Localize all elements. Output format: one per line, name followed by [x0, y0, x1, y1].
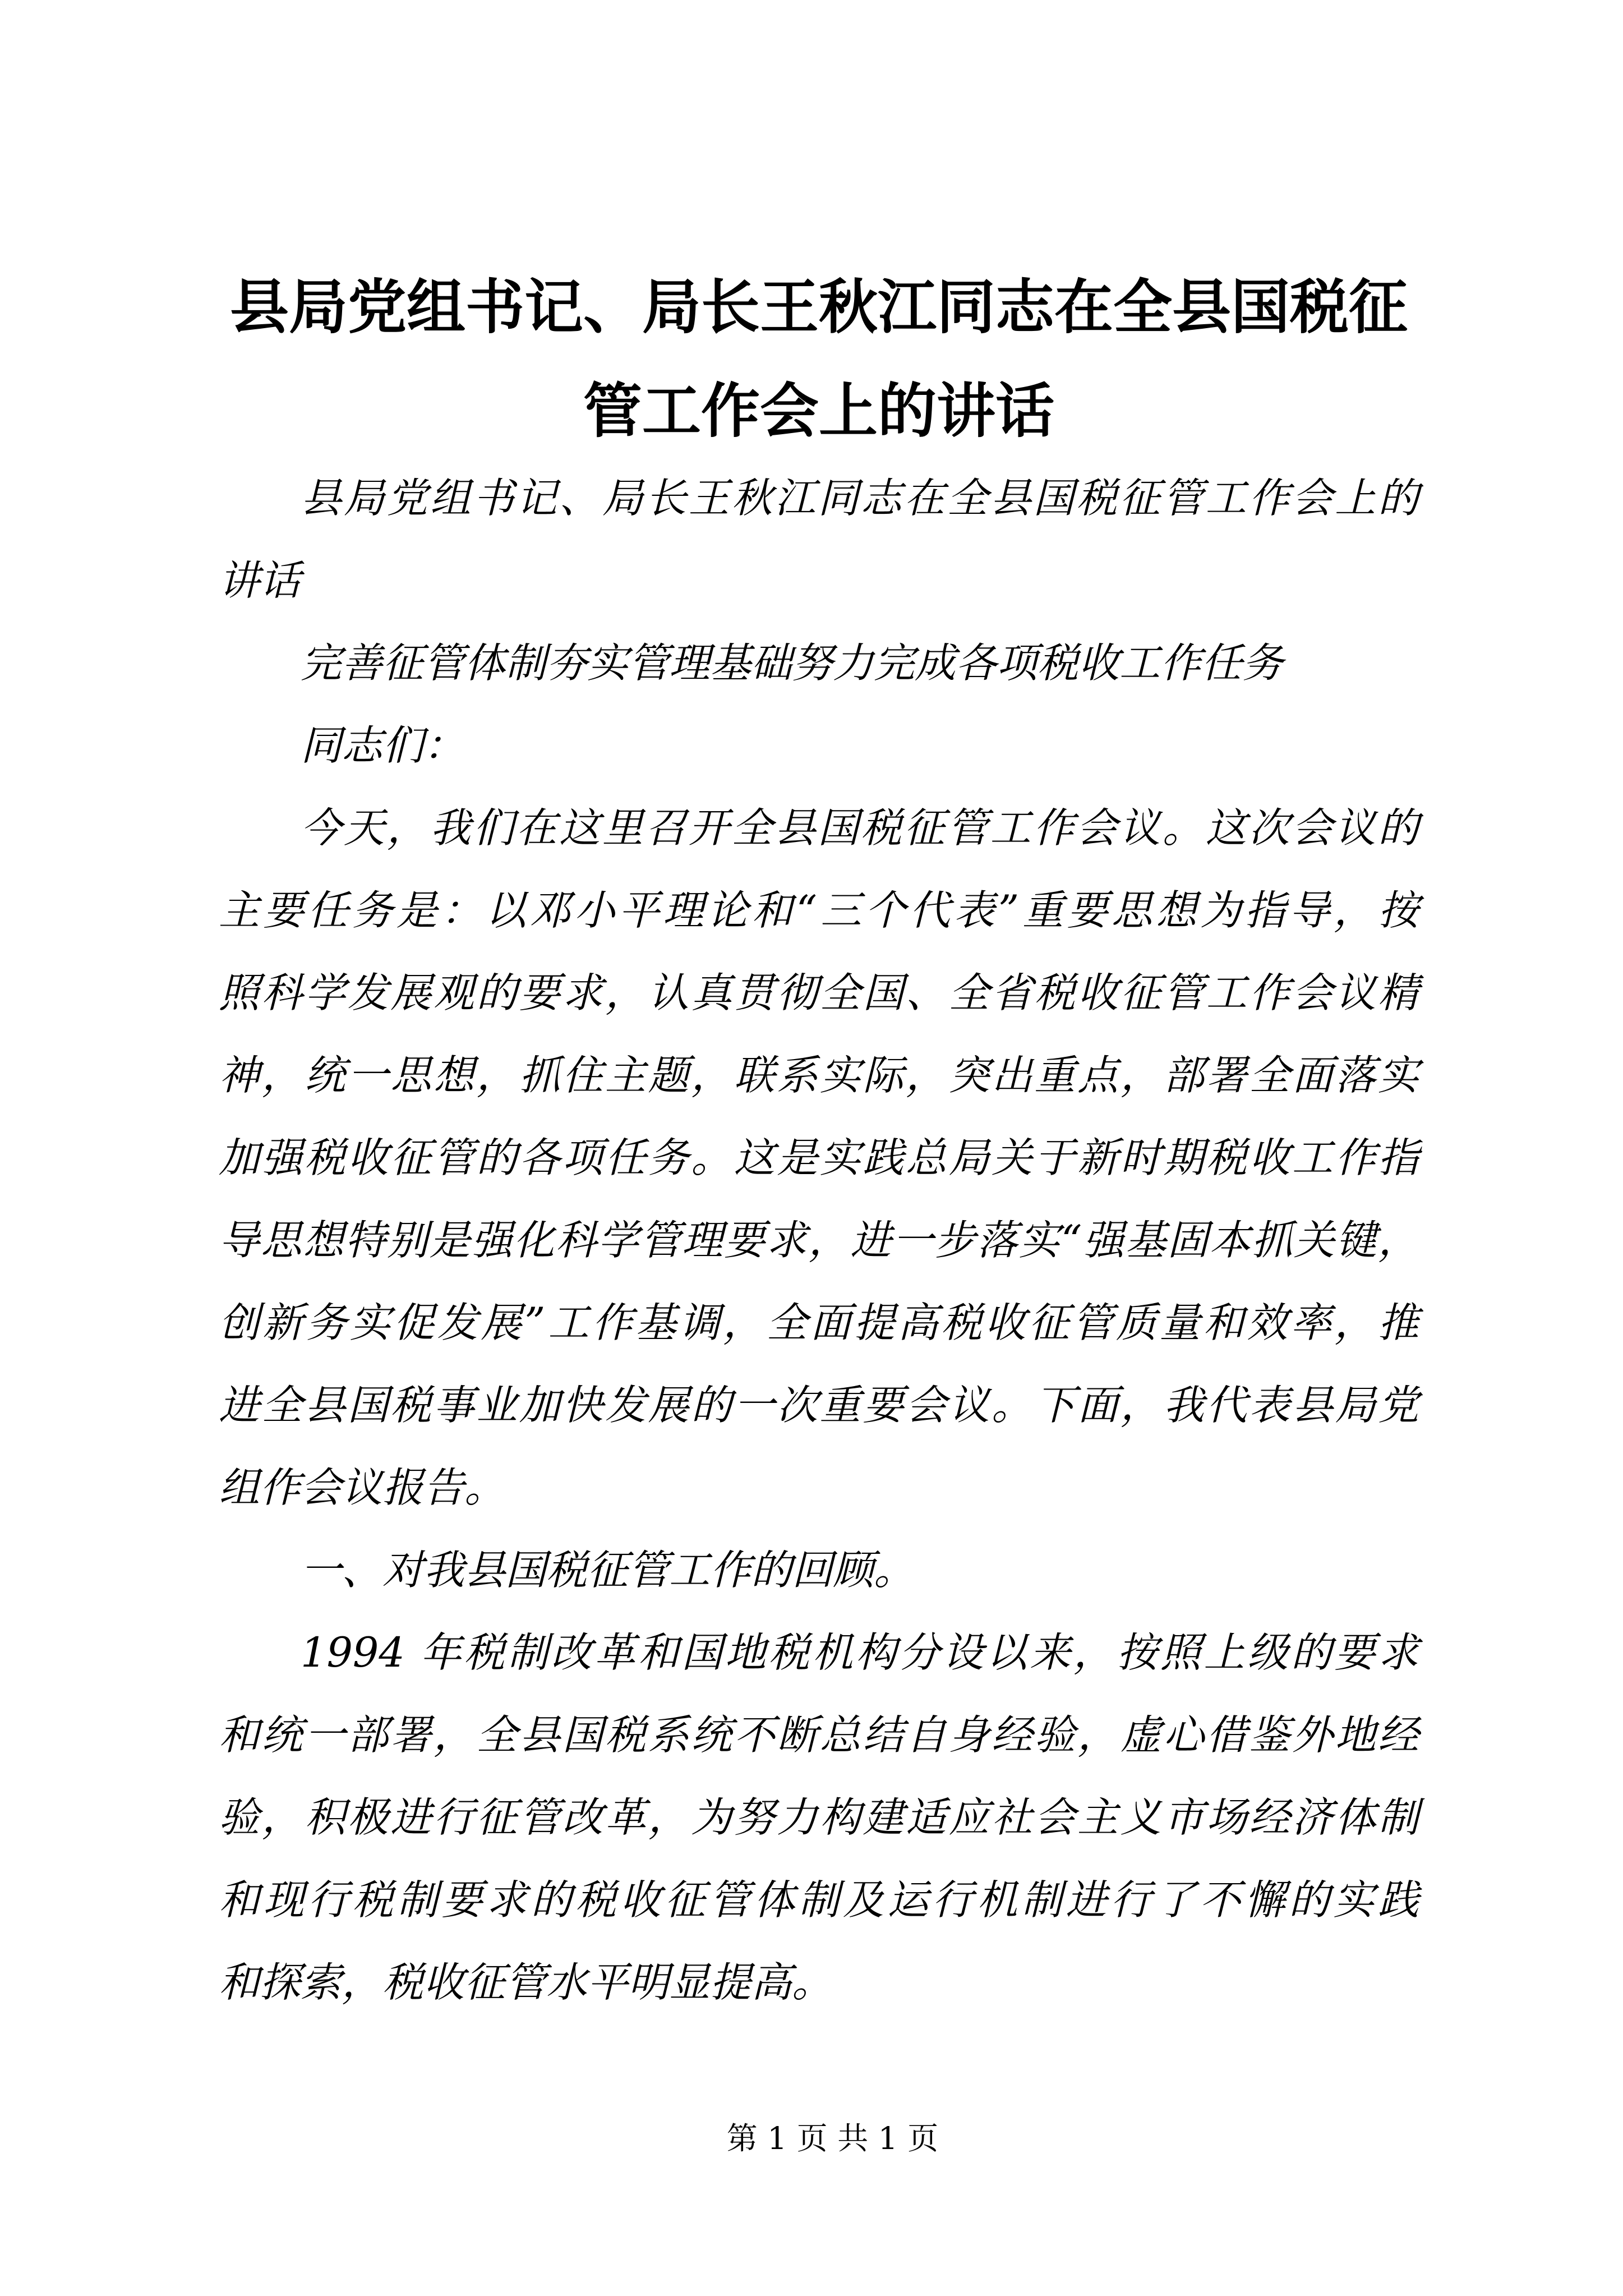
body-line: 神，统一思想，抓住主题，联系实际，突出重点，部署全面落实	[219, 1052, 1419, 1099]
body-line: 讲话	[219, 557, 301, 605]
page-title-line: 县局党组书记、局长王秋江同志在全县国税征	[229, 272, 1408, 342]
body-line: 加强税收征管的各项任务。这是实践总局关于新时期税收工作指	[219, 1134, 1419, 1182]
paragraph	[219, 705, 1419, 787]
body-line: 创新务实促发展”工作基调，全面提高税收征管质量和效率，推	[219, 1299, 1419, 1347]
paragraph	[219, 1529, 1419, 1612]
body-line: 验，积极进行征管改革，为努力构建适应社会主义市场经济体制	[219, 1794, 1419, 1842]
document-body	[219, 457, 1419, 2024]
body-line: 完善征管体制夯实管理基础努力完成各项税收工作任务	[301, 639, 1283, 687]
page-title	[219, 255, 1419, 463]
paragraph	[219, 622, 1419, 705]
body-line: 和统一部署，全县国税系统不断总结自身经验，虚心借鉴外地经	[219, 1711, 1419, 1759]
body-line: 县局党组书记、局长王秋江同志在全县国税征管工作会上的	[301, 475, 1419, 522]
paragraph	[219, 787, 1419, 1529]
paragraph	[219, 457, 1419, 622]
body-line: 和探索，税收征管水平明显提高。	[219, 1959, 833, 2007]
body-line: 导思想特别是强化科学管理要求，进一步落实“强基固本抓关键，	[219, 1217, 1419, 1264]
paragraph	[219, 1612, 1419, 2024]
body-line: 主要任务是：以邓小平理论和“三个代表”重要思想为指导，按	[219, 887, 1419, 935]
page-title-line: 管工作会上的讲话	[583, 376, 1054, 445]
body-line: 和现行税制要求的税收征管体制及运行机制进行了不懈的实践	[219, 1876, 1419, 1924]
body-line: 照科学发展观的要求，认真贯彻全国、全省税收征管工作会议精	[219, 969, 1419, 1017]
body-line: 今天，我们在这里召开全县国税征管工作会议。这次会议的	[301, 804, 1419, 852]
body-line: 1994 年税制改革和国地税机构分设以来，按照上级的要求	[301, 1629, 1419, 1677]
body-line: 同志们：	[301, 722, 464, 770]
page-number-indicator: 第 1 页 共 1 页	[726, 2120, 939, 2156]
body-line: 一、对我县国税征管工作的回顾。	[301, 1547, 915, 1594]
body-line: 组作会议报告。	[219, 1464, 505, 1512]
body-line: 进全县国税事业加快发展的一次重要会议。下面，我代表县局党	[219, 1382, 1419, 1429]
